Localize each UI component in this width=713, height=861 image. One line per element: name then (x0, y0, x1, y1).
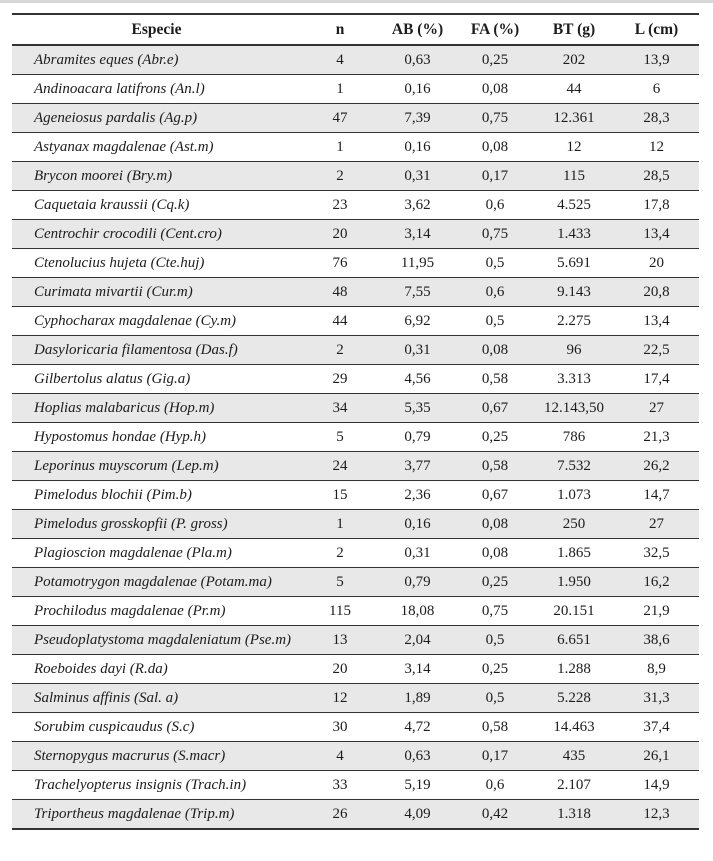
fa-percent-cell: 0,58 (481, 457, 509, 474)
table-row (12, 423, 699, 452)
column-header-n: n (301, 14, 379, 45)
species-name-cell: Caquetaia kraussii (Cq.k) (34, 196, 190, 213)
species-name-cell: Centrochir crocodili (Cent.cro) (34, 225, 222, 242)
bt-grams-cell: 7.532 (557, 457, 591, 474)
table-row (12, 365, 699, 394)
l-cm-cell: 28,5 (643, 167, 670, 184)
bt-grams-cell: 435 (562, 747, 586, 764)
fa-percent-cell: 0,6 (485, 196, 505, 213)
n-cell: 26 (332, 805, 348, 822)
bt-grams-cell: 12 (566, 138, 582, 155)
ab-percent-cell: 0,16 (404, 138, 431, 155)
ab-percent-cell: 4,09 (404, 805, 431, 822)
table-row (12, 800, 699, 830)
bt-grams-cell: 14.463 (553, 718, 595, 735)
l-cm-cell: 6 (652, 80, 661, 97)
fa-percent-cell: 0,08 (481, 544, 509, 561)
n-cell: 48 (332, 283, 348, 300)
species-name-cell: Abramites eques (Abr.e) (34, 51, 179, 68)
column-header-l-cm: L (cm) (614, 14, 699, 45)
species-name-cell: Pimelodus blochii (Pim.b) (34, 486, 192, 503)
n-cell: 4 (336, 747, 344, 764)
n-cell: 23 (332, 196, 348, 213)
bt-grams-cell: 96 (566, 341, 582, 358)
bt-grams-cell: 202 (562, 51, 586, 68)
fa-percent-cell: 0,25 (481, 660, 509, 677)
ab-percent-cell: 5,35 (404, 399, 431, 416)
l-cm-cell: 12 (649, 138, 664, 155)
bt-grams-cell: 1.865 (557, 544, 591, 561)
n-cell: 44 (332, 312, 348, 329)
table-row (12, 742, 699, 771)
table-row (12, 133, 699, 162)
fa-percent-cell: 0,08 (481, 80, 509, 97)
l-cm-cell: 13,4 (643, 312, 670, 329)
species-name-cell: Ctenolucius hujeta (Cte.huj) (34, 254, 205, 271)
ab-percent-cell: 3,14 (404, 225, 431, 242)
ab-percent-cell: 7,39 (404, 109, 431, 126)
n-cell: 33 (332, 776, 348, 793)
l-cm-cell: 38,6 (643, 631, 670, 648)
n-cell: 1 (336, 515, 344, 532)
ab-percent-cell: 11,95 (400, 254, 435, 271)
table-row (12, 191, 699, 220)
ab-percent-cell: 0,31 (404, 341, 431, 358)
fa-percent-cell: 0,67 (481, 399, 509, 416)
n-cell: 30 (332, 718, 348, 735)
table-row (12, 104, 699, 133)
n-cell: 5 (336, 573, 344, 590)
fa-percent-cell: 0,5 (485, 254, 505, 271)
l-cm-cell: 17,8 (643, 196, 670, 213)
species-name-cell: Andinoacara latifrons (An.l) (34, 80, 205, 97)
column-header-ab-percent: AB (%) (379, 14, 456, 45)
table-header (12, 14, 699, 45)
fa-percent-cell: 0,6 (485, 776, 505, 793)
species-name-cell: Dasyloricaria filamentosa (Das.f) (34, 341, 238, 358)
l-cm-cell: 13,4 (643, 225, 670, 242)
n-cell: 15 (332, 486, 348, 503)
column-header-fa-percent: FA (%) (456, 14, 534, 45)
n-cell: 115 (329, 602, 351, 619)
ab-percent-cell: 2,36 (404, 486, 431, 503)
bt-grams-cell: 12.361 (553, 109, 595, 126)
species-name-cell: Curimata mivartii (Cur.m) (34, 283, 193, 300)
bt-grams-cell: 20.151 (553, 602, 595, 619)
ab-percent-cell: 0,63 (404, 747, 431, 764)
n-cell: 2 (336, 544, 344, 561)
table-row (12, 452, 699, 481)
table-row (12, 278, 699, 307)
fa-percent-cell: 0,67 (481, 486, 509, 503)
l-cm-cell: 26,2 (643, 457, 670, 474)
fa-percent-cell: 0,5 (485, 312, 505, 329)
bt-grams-cell: 2.275 (557, 312, 591, 329)
ab-percent-cell: 6,92 (404, 312, 431, 329)
species-name-cell: Leporinus muyscorum (Lep.m) (34, 457, 219, 474)
bt-grams-cell: 4.525 (557, 196, 591, 213)
fa-percent-cell: 0,75 (481, 602, 509, 619)
species-name-cell: Sternopygus macrurus (S.macr) (34, 747, 226, 764)
table-body (12, 45, 699, 829)
ab-percent-cell: 1,89 (404, 689, 431, 706)
n-cell: 76 (332, 254, 348, 271)
n-cell: 12 (332, 689, 348, 706)
ab-percent-cell: 0,79 (404, 428, 431, 445)
species-name-cell: Sorubim cuspicaudus (S.c) (34, 718, 195, 735)
bt-grams-cell: 2.107 (557, 776, 591, 793)
table-row (12, 626, 699, 655)
table-row (12, 510, 699, 539)
species-name-cell: Potamotrygon magdalenae (Potam.ma) (34, 573, 272, 590)
top-edge-line (0, 0, 713, 3)
table-row (12, 568, 699, 597)
species-data-table (12, 13, 699, 830)
ab-percent-cell: 18,08 (400, 602, 435, 619)
table-row (12, 655, 699, 684)
fa-percent-cell: 0,08 (481, 341, 509, 358)
bt-grams-cell: 5.691 (557, 254, 591, 271)
l-cm-cell: 31,3 (643, 689, 670, 706)
fa-percent-cell: 0,75 (481, 225, 509, 242)
fa-percent-cell: 0,25 (481, 573, 509, 590)
bt-grams-cell: 44 (566, 80, 582, 97)
species-name-cell: Plagioscion magdalenae (Pla.m) (34, 544, 232, 561)
species-name-cell: Prochilodus magdalenae (Pr.m) (34, 602, 226, 619)
bt-grams-cell: 1.950 (557, 573, 591, 590)
species-name-cell: Cyphocharax magdalenae (Cy.m) (34, 312, 237, 329)
l-cm-cell: 21,9 (643, 602, 670, 619)
l-cm-cell: 14,7 (643, 486, 670, 503)
fa-percent-cell: 0,5 (485, 689, 505, 706)
table-row (12, 394, 699, 423)
species-name-cell: Roeboides dayi (R.da) (34, 660, 168, 677)
ab-percent-cell: 5,19 (404, 776, 431, 793)
bt-grams-cell: 1.288 (557, 660, 591, 677)
fa-percent-cell: 0,75 (481, 109, 509, 126)
ab-percent-cell: 0,16 (404, 80, 431, 97)
bt-grams-cell: 1.433 (557, 225, 591, 242)
n-cell: 1 (336, 138, 344, 155)
ab-percent-cell: 3,77 (404, 457, 431, 474)
table-row (12, 539, 699, 568)
table-row (12, 162, 699, 191)
n-cell: 34 (332, 399, 348, 416)
bt-grams-cell: 12.143,50 (544, 399, 604, 416)
n-cell: 47 (332, 109, 348, 126)
fa-percent-cell: 0,5 (485, 631, 505, 648)
ab-percent-cell: 4,56 (404, 370, 431, 387)
fa-percent-cell: 0,17 (481, 167, 509, 184)
species-name-cell: Hypostomus hondae (Hyp.h) (34, 428, 207, 445)
bt-grams-cell: 6.651 (557, 631, 591, 648)
ab-percent-cell: 0,63 (404, 51, 431, 68)
ab-percent-cell: 4,72 (404, 718, 431, 735)
species-name-cell: Triportheus magdalenae (Trip.m) (34, 805, 235, 822)
table-row (12, 45, 699, 75)
l-cm-cell: 12,3 (643, 805, 670, 822)
ab-percent-cell: 3,62 (404, 196, 431, 213)
fa-percent-cell: 0,17 (481, 747, 509, 764)
l-cm-cell: 13,9 (643, 51, 670, 68)
column-header-especie: Especie (12, 14, 301, 45)
species-name-cell: Hoplias malabaricus (Hop.m) (34, 399, 215, 416)
l-cm-cell: 21,3 (643, 428, 670, 445)
table-row (12, 684, 699, 713)
species-name-cell: Pseudoplatystoma magdaleniatum (Pse.m) (34, 631, 292, 648)
ab-percent-cell: 0,79 (404, 573, 431, 590)
l-cm-cell: 8,9 (647, 660, 666, 677)
n-cell: 13 (332, 631, 348, 648)
table-row (12, 75, 699, 104)
table-row (12, 597, 699, 626)
table-row (12, 481, 699, 510)
ab-percent-cell: 3,14 (404, 660, 431, 677)
n-cell: 1 (336, 80, 344, 97)
l-cm-cell: 16,2 (643, 573, 670, 590)
l-cm-cell: 14,9 (643, 776, 670, 793)
ab-percent-cell: 0,16 (404, 515, 431, 532)
table-row (12, 307, 699, 336)
species-name-cell: Trachelyopterus insignis (Trach.in) (34, 776, 247, 793)
bt-grams-cell: 115 (563, 167, 585, 184)
table-row (12, 249, 699, 278)
species-name-cell: Gilbertolus alatus (Gig.a) (34, 370, 191, 387)
n-cell: 4 (336, 51, 344, 68)
column-header-bt-grams: BT (g) (534, 14, 614, 45)
table-row (12, 220, 699, 249)
l-cm-cell: 32,5 (643, 544, 670, 561)
n-cell: 2 (336, 167, 344, 184)
ab-percent-cell: 7,55 (404, 283, 431, 300)
bt-grams-cell: 786 (562, 428, 586, 445)
fa-percent-cell: 0,58 (481, 718, 509, 735)
fa-percent-cell: 0,25 (481, 428, 509, 445)
n-cell: 24 (332, 457, 348, 474)
l-cm-cell: 20,8 (643, 283, 670, 300)
l-cm-cell: 28,3 (643, 109, 670, 126)
species-name-cell: Ageneiosus pardalis (Ag.p) (34, 109, 198, 126)
ab-percent-cell: 0,31 (404, 167, 431, 184)
bt-grams-cell: 250 (562, 515, 586, 532)
n-cell: 20 (332, 660, 348, 677)
n-cell: 5 (336, 428, 344, 445)
l-cm-cell: 26,1 (643, 747, 670, 764)
bt-grams-cell: 1.318 (557, 805, 591, 822)
fa-percent-cell: 0,08 (481, 138, 509, 155)
fa-percent-cell: 0,58 (481, 370, 509, 387)
bt-grams-cell: 5.228 (557, 689, 591, 706)
n-cell: 29 (332, 370, 348, 387)
fa-percent-cell: 0,6 (485, 283, 505, 300)
species-name-cell: Brycon moorei (Bry.m) (34, 167, 173, 184)
l-cm-cell: 37,4 (643, 718, 670, 735)
bt-grams-cell: 9.143 (557, 283, 591, 300)
table-header-row (12, 14, 699, 45)
bt-grams-cell: 1.073 (557, 486, 591, 503)
fa-percent-cell: 0,08 (481, 515, 509, 532)
table-row (12, 771, 699, 800)
n-cell: 20 (332, 225, 348, 242)
fa-percent-cell: 0,42 (481, 805, 509, 822)
l-cm-cell: 27 (649, 515, 664, 532)
l-cm-cell: 20 (649, 254, 664, 271)
l-cm-cell: 17,4 (643, 370, 670, 387)
species-name-cell: Pimelodus grosskopfii (P. gross) (34, 515, 228, 532)
l-cm-cell: 22,5 (643, 341, 670, 358)
ab-percent-cell: 0,31 (404, 544, 431, 561)
species-name-cell: Salminus affinis (Sal. a) (34, 689, 179, 706)
ab-percent-cell: 2,04 (404, 631, 431, 648)
n-cell: 2 (336, 341, 344, 358)
species-name-cell: Astyanax magdalenae (Ast.m) (34, 138, 214, 155)
bt-grams-cell: 3.313 (557, 370, 591, 387)
l-cm-cell: 27 (649, 399, 664, 416)
fa-percent-cell: 0,25 (481, 51, 509, 68)
table-row (12, 713, 699, 742)
table-row (12, 336, 699, 365)
